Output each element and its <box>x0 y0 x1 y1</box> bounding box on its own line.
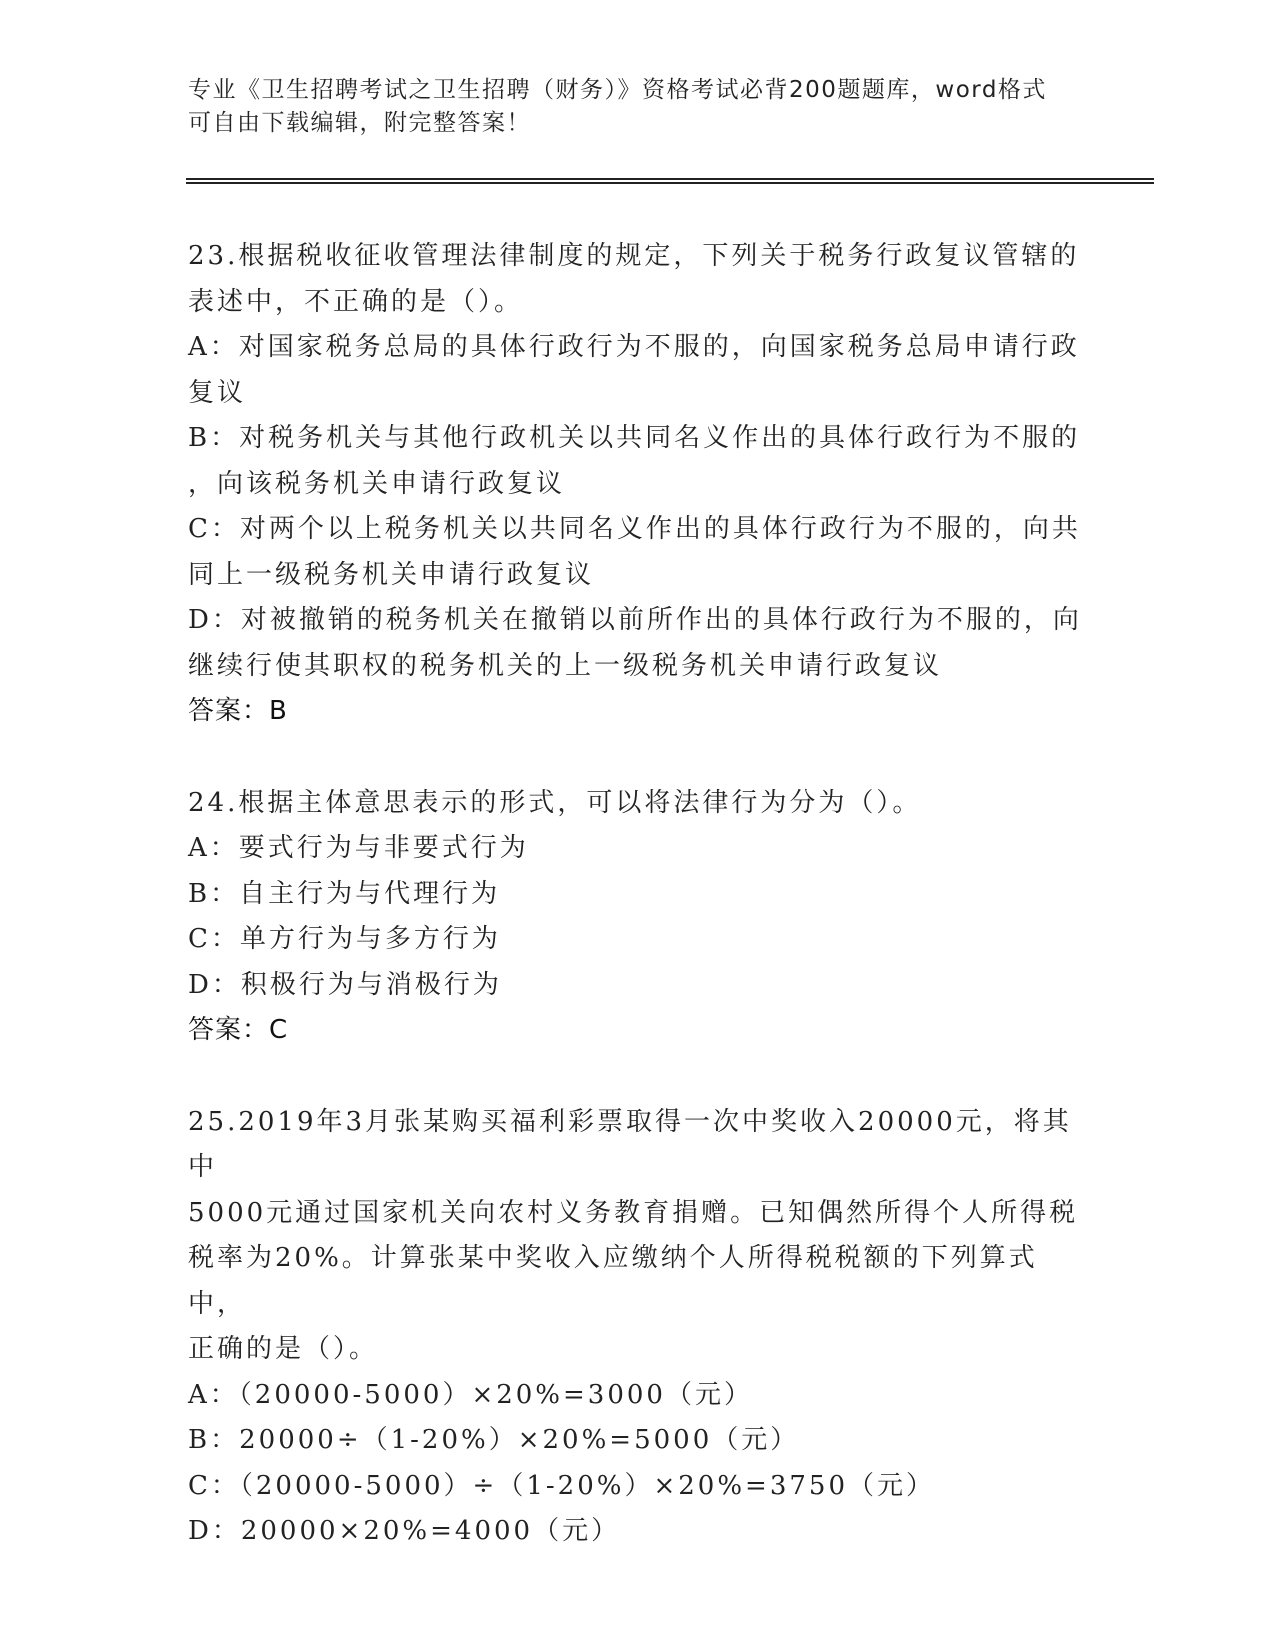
option-line: A：对国家税务总局的具体行政行为不服的，向国家税务总局申请行政 <box>188 332 1080 362</box>
answer-line: 答案：B <box>188 696 288 726</box>
header-line: 专业《卫生招聘考试之卫生招聘（财务）》资格考试必背200题题库，word格式 <box>188 77 1047 103</box>
question-stem-line: 24.根据主体意思表示的形式，可以将法律行为分为（）。 <box>188 787 922 818</box>
option-line: B：20000÷（1-20%）×20%=5000（元） <box>188 1425 800 1455</box>
question-24 <box>188 781 1088 1054</box>
document-header <box>188 74 1068 140</box>
option-line: ，向该税务机关申请行政复议 <box>188 468 566 499</box>
question-stem-line: 5000元通过国家机关向农村义务教育捐赠。已知偶然所得个人所得税 <box>188 1197 1079 1228</box>
option-line: 继续行使其职权的税务机关的上一级税务机关申请行政复议 <box>188 650 943 681</box>
option-line: 同上一级税务机关申请行政复议 <box>188 559 595 590</box>
option-line: D：积极行为与消极行为 <box>188 969 502 1000</box>
question-stem-line: 税率为20%。计算张某中奖收入应缴纳个人所得税税额的下列算式中， <box>188 1243 1038 1319</box>
option-line: C：单方行为与多方行为 <box>188 924 501 954</box>
header-divider <box>186 178 1154 184</box>
question-25 <box>188 1100 1088 1555</box>
question-stem-line: 23.根据税收征收管理法律制度的规定，下列关于税务行政复议管辖的 <box>188 241 1080 271</box>
question-stem-line: 25.2019年3月张某购买福利彩票取得一次中奖收入20000元，将其中 <box>188 1106 1072 1182</box>
question-stem-line: 正确的是（）。 <box>188 1334 379 1364</box>
option-line: A：（20000-5000）×20%=3000（元） <box>188 1379 753 1410</box>
option-line: D：对被撤销的税务机关在撤销以前所作出的具体行政行为不服的，向 <box>188 605 1082 635</box>
option-line: D：20000×20%=4000（元） <box>188 1516 621 1546</box>
option-line: A：要式行为与非要式行为 <box>188 833 529 863</box>
option-line: 复议 <box>188 377 247 408</box>
question-list <box>188 234 1088 1555</box>
option-line: B：自主行为与代理行为 <box>188 878 501 909</box>
option-line: C：（20000-5000）÷（1-20%）×20%=3750（元） <box>188 1470 935 1501</box>
option-line: B：对税务机关与其他行政机关以共同名义作出的具体行政行为不服的 <box>188 423 1081 453</box>
question-23 <box>188 234 1088 735</box>
question-stem-line: 表述中，不正确的是（）。 <box>188 286 524 317</box>
option-line: C：对两个以上税务机关以共同名义作出的具体行政行为不服的，向共 <box>188 514 1081 544</box>
answer-line: 答案：C <box>188 1015 289 1045</box>
header-line: 可自由下载编辑，附完整答案！ <box>188 110 531 136</box>
